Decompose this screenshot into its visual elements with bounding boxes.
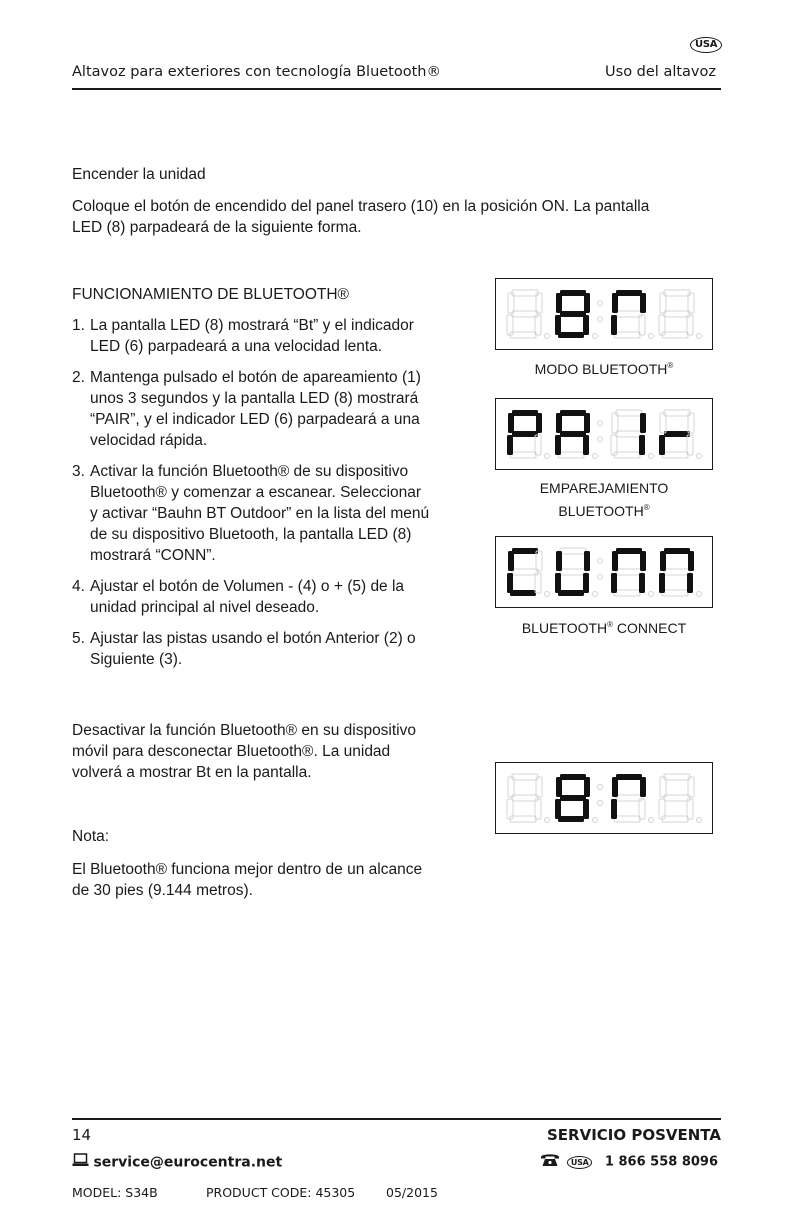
service-phone: 1 866 558 8096 (604, 1154, 718, 1170)
step-line: Siguiente (3). (90, 651, 183, 668)
led-segment (555, 315, 561, 335)
step-number: 5. (72, 630, 85, 647)
led-decimal-point (545, 592, 550, 597)
led-colon-dot (598, 437, 603, 442)
step-line: Activar la función Bluetooth® de su dispositivo (90, 463, 409, 480)
led-segment (507, 435, 513, 455)
led-decimal-point (649, 454, 654, 459)
service-email[interactable]: service@eurocentra.net (93, 1154, 283, 1171)
led-decimal-point (649, 592, 654, 597)
step-line: La pantalla LED (8) mostrará “Bt” y el indicador (90, 317, 414, 334)
step-item (72, 628, 472, 670)
service-title: SERVICIO POSVENTA (547, 1126, 721, 1144)
step-line: Ajustar el botón de Volumen - (4) o + (5) de la (90, 578, 405, 595)
led-decimal-point (697, 334, 702, 339)
note-text: El Bluetooth® funciona mejor dentro de un alcance de 30 pies (9.144 metros). (72, 861, 423, 899)
led-segment (664, 311, 690, 317)
led-decimal-point (697, 454, 702, 459)
led-colon-dot (598, 421, 603, 426)
step-line: mostrará “CONN”. (90, 547, 216, 564)
led-segment (640, 551, 646, 571)
led-segment (510, 590, 536, 596)
header-title: Altavoz para exteriores con tecnología Bluetooth® (72, 64, 441, 80)
phone-row (540, 1152, 718, 1172)
step-item (72, 576, 472, 618)
led-segment (612, 777, 618, 797)
note-label: Nota: (72, 828, 110, 845)
step-line: de su dispositivo Bluetooth, la pantalla LED (8) (90, 526, 412, 543)
led-segment (664, 795, 690, 801)
led-segment (508, 551, 514, 571)
led-segment (555, 573, 561, 593)
print-date: 05/2015 (386, 1185, 438, 1200)
usa-badge-small: USA (567, 1156, 593, 1169)
laptop-icon (72, 1153, 89, 1172)
led-segment (583, 435, 589, 455)
led-decimal-point (545, 334, 550, 339)
led-segment (558, 590, 584, 596)
led-display-bt-return (495, 762, 713, 834)
model-number: MODEL: S34B (72, 1185, 158, 1200)
led-segment (640, 413, 646, 433)
usa-badge: USA (690, 34, 722, 53)
led-decimal-point (593, 818, 598, 823)
led-colon-dot (598, 301, 603, 306)
step-line: y activar “Bauhn BT Outdoor” en la lista del menú (90, 505, 430, 522)
led-segment (584, 413, 590, 433)
step-line: Bluetooth® y comenzar a escanear. Seleccionar (90, 484, 422, 501)
led-segment (535, 573, 541, 593)
led-segment (662, 590, 688, 596)
step-line: Ajustar las pistas usando el botón Anterior (2) o (90, 630, 416, 647)
led-colon-dot (598, 785, 603, 790)
led-colon-dot (598, 801, 603, 806)
step-line: velocidad rápida. (90, 432, 208, 449)
led-segment (556, 293, 562, 313)
led-segment (558, 452, 584, 458)
led-segment (616, 569, 642, 575)
led-segment (560, 431, 586, 437)
led-segment (616, 290, 642, 296)
led-decimal-point (593, 454, 598, 459)
led-segment (662, 452, 688, 458)
step-number: 1. (72, 317, 85, 334)
led-segment (560, 311, 586, 317)
led-decimal-point (593, 334, 598, 339)
led-segment (536, 413, 542, 433)
led-segment (558, 816, 584, 822)
led-decimal-point (697, 818, 702, 823)
led-segment (560, 290, 586, 296)
led-segment (664, 774, 690, 780)
led-segment (560, 410, 586, 416)
led-display-bt (495, 278, 713, 350)
led-segment (560, 548, 586, 554)
telephone-icon (540, 1152, 560, 1172)
led-colon-dot (598, 575, 603, 580)
led-segment (664, 569, 690, 575)
led-segment (616, 795, 642, 801)
product-code: PRODUCT CODE: 45305 (206, 1185, 356, 1200)
led-segment (616, 431, 642, 437)
led-segment (659, 573, 665, 593)
led-segment (510, 816, 536, 822)
step-line: unos 3 segundos y la pantalla LED (8) mostrará (90, 390, 419, 407)
led-segment (510, 332, 536, 338)
led-segment (560, 774, 586, 780)
caption-bluetooth-connect (495, 615, 713, 638)
led-segment (662, 332, 688, 338)
page-number: 14 (72, 1126, 92, 1144)
bluetooth-steps (72, 315, 472, 680)
led-segment (584, 777, 590, 797)
led-decimal-point (649, 818, 654, 823)
caption-modo-bluetooth (495, 356, 713, 379)
led-segment (640, 293, 646, 313)
step-line: “PAIR”, y el indicador LED (6) parpadeará a una (90, 411, 420, 428)
led-segment (512, 548, 538, 554)
led-segment (555, 435, 561, 455)
led-segment (616, 311, 642, 317)
caption-line: EMPAREJAMIENTO (539, 480, 669, 496)
header-rule (72, 88, 721, 90)
led-segment (660, 551, 666, 571)
led-segment (512, 290, 538, 296)
led-segment (556, 777, 562, 797)
led-segment (583, 573, 589, 593)
caption-emparejamiento (495, 478, 713, 521)
led-colon-dot (598, 559, 603, 564)
led-segment (512, 410, 538, 416)
led-segment (687, 573, 693, 593)
led-segment (664, 431, 690, 437)
led-segment (512, 569, 538, 575)
led-segment (611, 573, 617, 593)
led-segment (555, 799, 561, 819)
caption-line: BLUETOOTH® CONNECT (521, 620, 687, 636)
step-line: unidad principal al nivel deseado. (90, 599, 320, 616)
led-decimal-point (697, 592, 702, 597)
led-segment (512, 795, 538, 801)
led-segment (664, 290, 690, 296)
step-line: Mantenga pulsado el botón de apareamiento (1) (90, 369, 421, 386)
led-segment (560, 795, 586, 801)
led-segment (664, 548, 690, 554)
led-segment (507, 573, 513, 593)
led-segment (616, 410, 642, 416)
led-segment (662, 816, 688, 822)
led-segment (612, 293, 618, 313)
led-segment (512, 774, 538, 780)
led-segment (612, 551, 618, 571)
caption-line: BLUETOOTH® (558, 503, 650, 519)
led-segment (558, 332, 584, 338)
step-line: LED (6) parpadeará a una velocidad lenta. (90, 338, 383, 355)
power-heading: Encender la unidad (72, 166, 206, 183)
led-segment (611, 799, 617, 819)
step-item (72, 367, 472, 451)
led-segment (583, 315, 589, 335)
led-decimal-point (545, 818, 550, 823)
caption-line: MODO BLUETOOTH® (534, 361, 674, 377)
led-colon-dot (598, 317, 603, 322)
led-segment (556, 413, 562, 433)
led-segment (640, 777, 646, 797)
led-segment (510, 452, 536, 458)
led-segment (639, 435, 645, 455)
led-segment (664, 410, 690, 416)
led-decimal-point (649, 334, 654, 339)
led-segment (584, 293, 590, 313)
led-decimal-point (545, 454, 550, 459)
led-segment (512, 431, 538, 437)
led-segment (556, 551, 562, 571)
led-decimal-point (593, 592, 598, 597)
step-item (72, 315, 472, 357)
led-segment (616, 774, 642, 780)
led-display-pair (495, 398, 713, 470)
footer-rule (72, 1118, 721, 1120)
led-segment (583, 799, 589, 819)
disconnect-text: Desactivar la función Bluetooth® en su dispositivo móvil para desconectar Bluetooth®. La unidad volverá a mostrar Bt en la pantalla. (72, 722, 416, 781)
step-number: 2. (72, 369, 85, 386)
header-section: Uso del altavoz (605, 64, 716, 80)
led-segment (512, 311, 538, 317)
led-display-conn (495, 536, 713, 608)
led-segment (560, 569, 586, 575)
led-segment (616, 548, 642, 554)
step-number: 4. (72, 578, 85, 595)
led-segment (614, 816, 640, 822)
led-segment (584, 551, 590, 571)
led-segment (659, 435, 665, 455)
led-segment (614, 590, 640, 596)
led-segment (614, 332, 640, 338)
step-item (72, 461, 472, 566)
led-segment (639, 573, 645, 593)
led-segment (536, 551, 542, 571)
power-body: Coloque el botón de encendido del panel trasero (10) en la posición ON. La pantalla LED (8) parpadeará de la siguiente forma. (72, 198, 650, 236)
led-segment (614, 452, 640, 458)
email-row (72, 1153, 282, 1172)
led-segment (508, 413, 514, 433)
bluetooth-heading: FUNCIONAMIENTO DE BLUETOOTH® (72, 286, 349, 303)
led-segment (611, 315, 617, 335)
step-number: 3. (72, 463, 85, 480)
led-segment (688, 551, 694, 571)
